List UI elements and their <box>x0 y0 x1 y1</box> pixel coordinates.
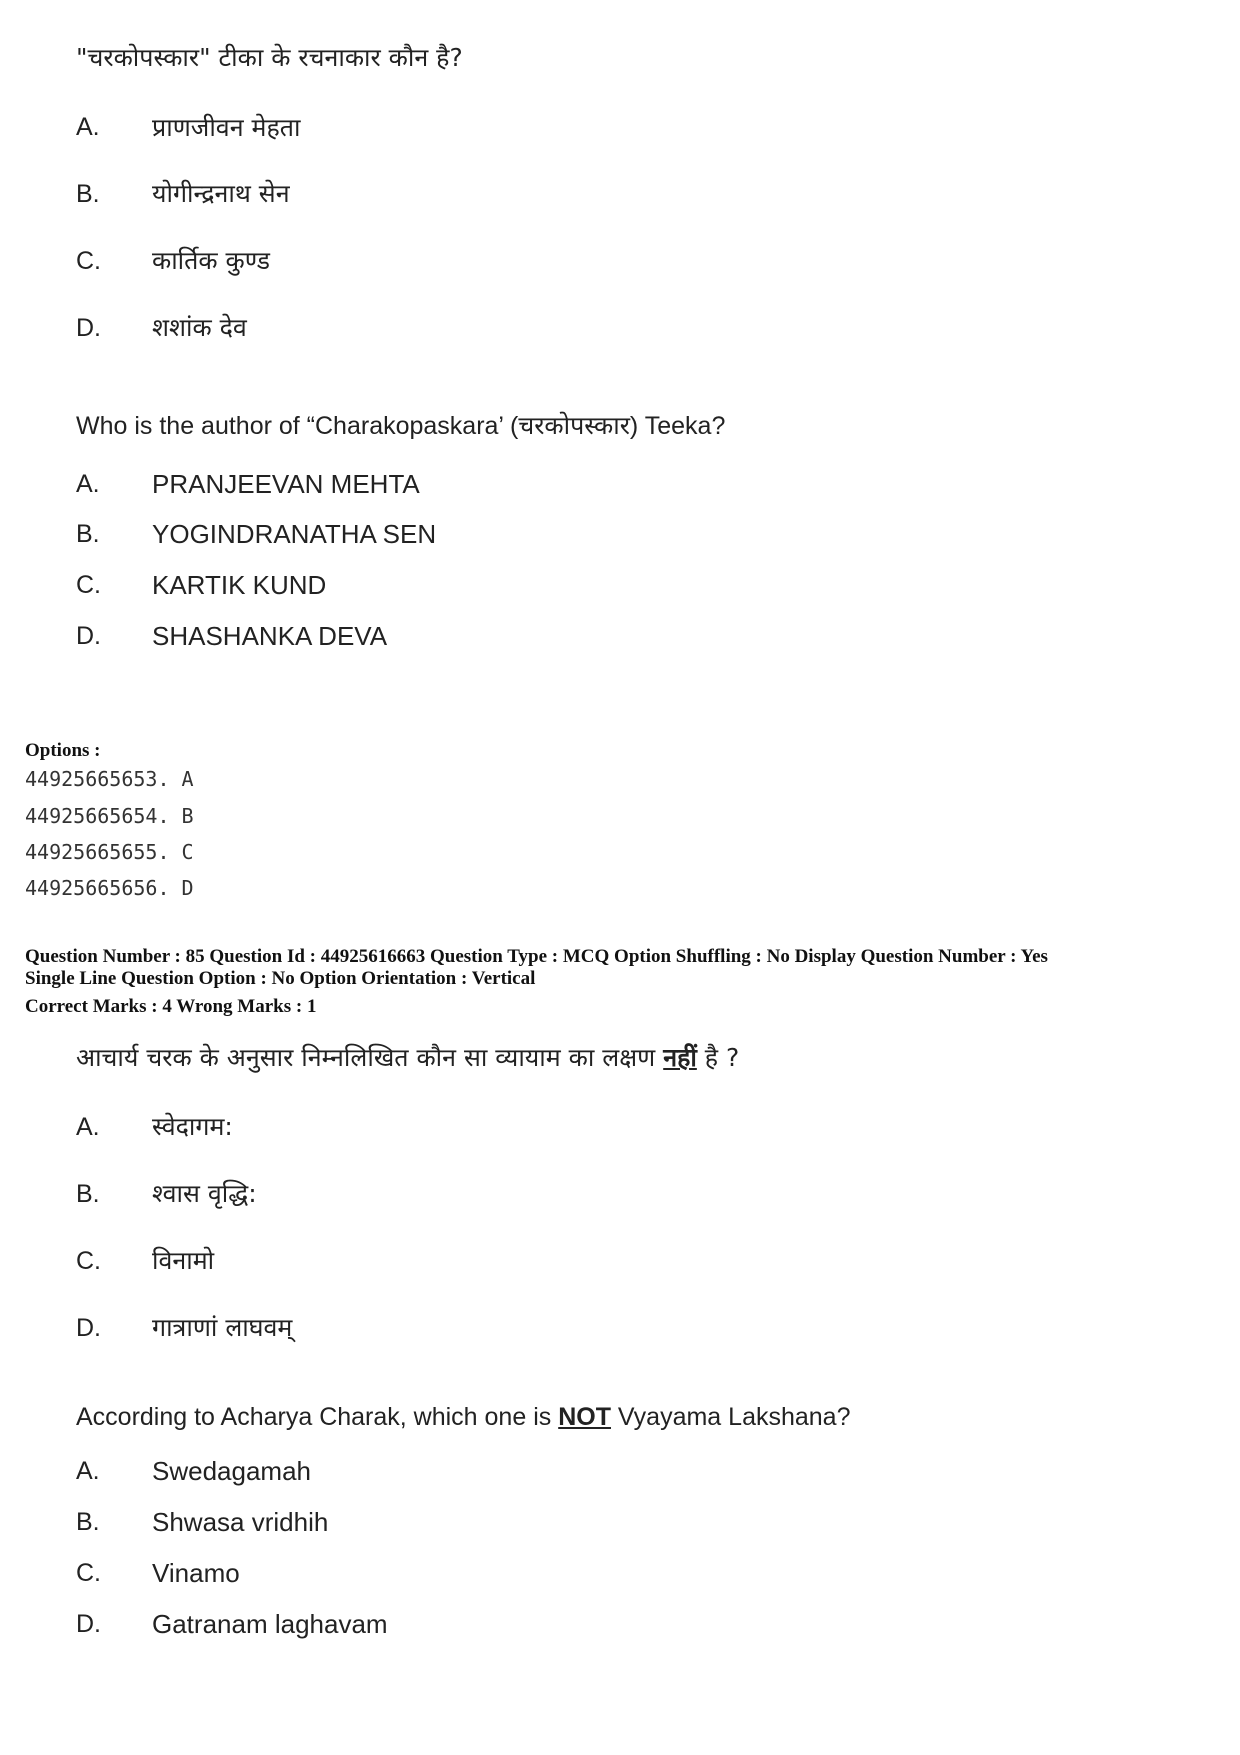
hindi-option-d: शशांक देव <box>152 313 247 342</box>
english-option-b: Shwasa vridhih <box>152 1507 329 1537</box>
option-id-a: 44925665653. A <box>25 767 194 791</box>
option-letter: B. <box>76 520 100 548</box>
option-letter: B. <box>76 180 100 208</box>
hindi-question-84: "चरकोपस्कार" टीका के रचनाकार कौन है? <box>76 43 463 72</box>
hindi-option-a: स्वेदागम: <box>152 1112 233 1141</box>
options-heading: Options : <box>25 740 101 761</box>
option-letter: C. <box>76 571 101 599</box>
hindi-option-b: श्वास वृद्धि: <box>152 1179 257 1208</box>
hindi-emphasis: नहीं <box>663 1043 697 1072</box>
english-option-d: Gatranam laghavam <box>152 1609 388 1639</box>
english-question-tail: Vyayama Lakshana? <box>610 1403 851 1431</box>
option-letter: A. <box>76 470 100 498</box>
english-option-c: KARTIK KUND <box>152 570 327 600</box>
option-letter: A. <box>76 1113 100 1141</box>
option-id-d: 44925665656. D <box>25 876 194 900</box>
hindi-question-85 <box>76 1040 739 1074</box>
option-letter: B. <box>76 1180 100 1208</box>
english-option-d: SHASHANKA DEVA <box>152 621 388 651</box>
english-option-a: PRANJEEVAN MEHTA <box>152 469 420 499</box>
hindi-question-text: आचार्य चरक के अनुसार निम्नलिखित कौन सा व्यायाम का लक्षण <box>76 1043 664 1072</box>
option-letter: D. <box>76 314 101 342</box>
marks-line: Correct Marks : 4 Wrong Marks : 1 <box>25 996 317 1017</box>
question-meta-line2: Single Line Question Option : No Option Orientation : Vertical <box>25 968 536 989</box>
option-letter: C. <box>76 1247 101 1275</box>
option-letter: D. <box>76 622 101 650</box>
option-letter: A. <box>76 113 100 141</box>
option-letter: D. <box>76 1610 101 1638</box>
hindi-option-a: प्राणजीवन मेहता <box>152 113 301 142</box>
english-emphasis: NOT <box>558 1403 611 1431</box>
english-question-84: Who is the author of “Charakopaskara’ (चरकोपस्कार) Teeka? <box>76 412 726 440</box>
option-letter: D. <box>76 1314 101 1342</box>
hindi-option-c: विनामो <box>152 1246 215 1275</box>
option-letter: C. <box>76 247 101 275</box>
option-letter: C. <box>76 1559 101 1587</box>
hindi-option-d: गात्राणां लाघवम् <box>152 1313 293 1342</box>
hindi-question-tail: है ? <box>696 1043 740 1072</box>
english-option-b: YOGINDRANATHA SEN <box>152 519 437 549</box>
english-question-text: According to Acharya Charak, which one is <box>76 1403 559 1431</box>
option-letter: B. <box>76 1508 100 1536</box>
question-meta-line1: Question Number : 85 Question Id : 44925616663 Question Type : MCQ Option Shuffling : No Display Question Number : Yes <box>25 946 1048 967</box>
hindi-option-c: कार्तिक कुण्ड <box>152 246 270 275</box>
english-question-85 <box>76 1403 851 1432</box>
hindi-option-b: योगीन्द्रनाथ सेन <box>152 179 290 208</box>
option-id-c: 44925665655. C <box>25 840 194 864</box>
option-id-b: 44925665654. B <box>25 804 194 828</box>
english-option-c: Vinamo <box>152 1558 240 1588</box>
option-letter: A. <box>76 1457 100 1485</box>
english-option-a: Swedagamah <box>152 1456 311 1486</box>
